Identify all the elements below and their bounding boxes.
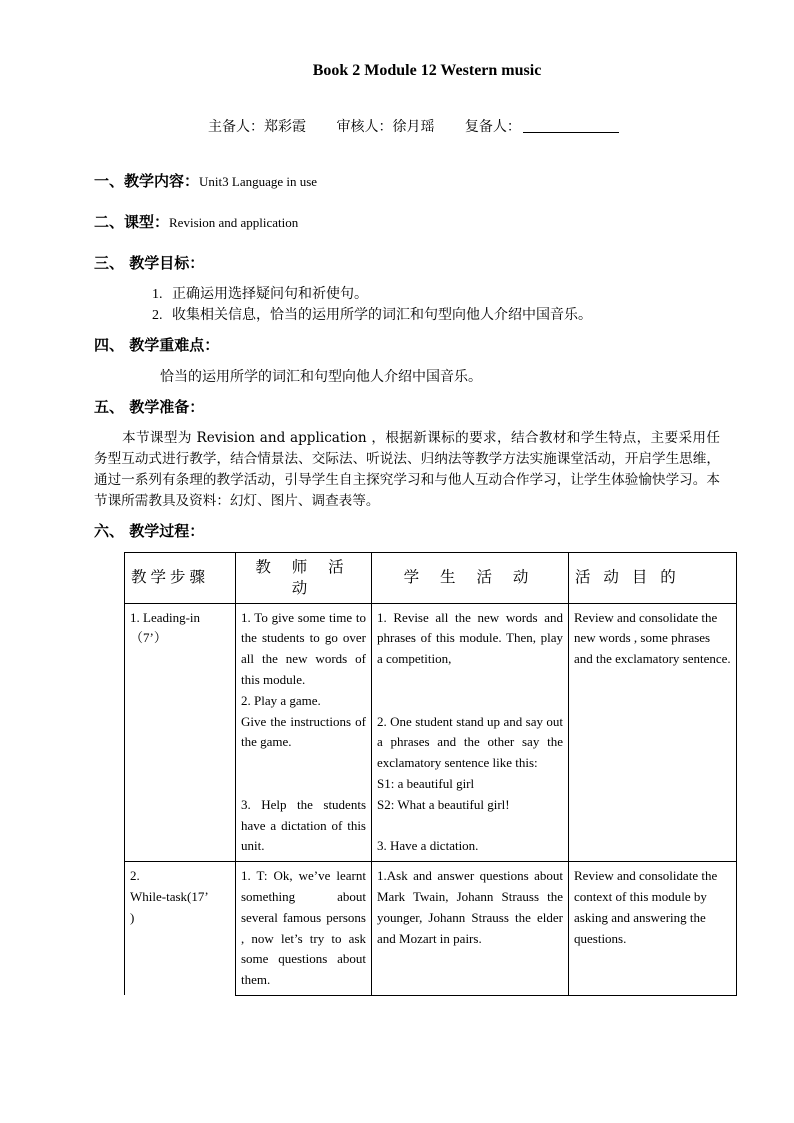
- section-type-value: Revision and application: [169, 215, 299, 230]
- student-activity: S1: a beautiful girl: [377, 775, 475, 791]
- teacher-activity: 3. Help the students have a dictation of this unit.: [241, 796, 366, 854]
- preparation-paragraph: 本节课型为 Revision and application ，根据新课标的要求，结合教材和学生特点，主要采用任务型互动式进行教学，结合情景法、交际法、听说法、归纳法等教学方法实施课堂活动，开启学生思维，通过一系列有条理的教学活动，引导学生自主探究学习和与他人互动合作学习，让学生体验愉快学习。本节课所需教具及资料：幻灯、图片、调查表等。: [94, 430, 720, 509]
- student-activity: 1. Revise all the new words and phrases of this module. Then, play a competition,: [377, 609, 563, 667]
- table-header-row: [125, 553, 737, 604]
- student-cell: [372, 603, 569, 862]
- teacher-activity: 1. T: Ok, we’ve learnt something about several famous persons , now let’s try to ask some questions about them.: [241, 868, 366, 988]
- section-key-label: 四、 教学重难点：: [94, 336, 220, 354]
- section-content: [94, 170, 317, 191]
- section-key-points: [94, 334, 219, 355]
- co-preparer-label: 复备人：: [464, 119, 521, 135]
- header-purpose: 活 动 目 的: [569, 553, 737, 604]
- teacher-cell: [236, 862, 372, 996]
- goal-number: 1.: [152, 287, 163, 302]
- section-prep-label: 五、 教学准备：: [94, 398, 205, 416]
- goal-text: 收集相关信息，恰当的运用所学的词汇和句型向他人介绍中国音乐。: [172, 307, 592, 323]
- table-row: [125, 862, 737, 996]
- goal-item: [152, 304, 592, 324]
- co-preparer-blank: [523, 118, 619, 133]
- section-process: [94, 520, 204, 541]
- section-goals: [94, 252, 204, 273]
- header-step: 教学步骤: [125, 553, 236, 604]
- section-process-label: 六、 教学过程：: [94, 522, 205, 540]
- teacher-activity: 2. Play a game.: [241, 692, 321, 708]
- header-student: 学 生 活 动: [372, 553, 569, 604]
- section-content-label: 一、教学内容：: [94, 172, 200, 190]
- purpose-text: Review and consolidate the context of this module by asking and answering the questions.: [574, 868, 718, 946]
- student-activity: 1.Ask and answer questions about Mark Twain, Johann Strauss the younger, Johann Strauss the elder and Mozart in pairs.: [377, 868, 563, 946]
- teacher-activity: 1. To give some time to the students to go over all the new words of this module.: [241, 609, 366, 687]
- section-type-label: 二、课型：: [94, 213, 170, 231]
- purpose-cell: [569, 862, 737, 996]
- header-teacher: 教 师 活 动: [236, 553, 372, 604]
- main-preparer: 主备人：郑彩霞: [208, 119, 306, 135]
- step-time: （7’）: [130, 630, 167, 646]
- goal-item: [152, 283, 368, 303]
- preparer-line: [208, 116, 645, 136]
- step-title: 2.: [130, 868, 140, 884]
- goal-number: 2.: [152, 308, 163, 323]
- process-table: [124, 552, 737, 996]
- purpose-cell: [569, 603, 737, 862]
- key-points-text: 恰当的运用所学的词汇和句型向他人介绍中国音乐。: [160, 369, 482, 385]
- student-activity: 3. Have a dictation.: [377, 838, 479, 854]
- step-title: While-task(17’: [130, 888, 209, 904]
- teacher-activity: Give the instructions of the game.: [241, 713, 366, 750]
- section-goals-label: 三、 教学目标：: [94, 254, 205, 272]
- goal-text: 正确运用选择疑问句和祈使句。: [172, 286, 368, 302]
- step-cell: [125, 603, 236, 862]
- reviewer: 审核人：徐月瑶: [336, 119, 435, 135]
- step-title: ): [130, 909, 135, 925]
- document-title: Book 2 Module 12 Western music: [312, 62, 542, 79]
- section-content-value: Unit3 Language in use: [199, 174, 318, 189]
- section-preparation: [94, 396, 204, 417]
- student-cell: [372, 862, 569, 996]
- step-cell: [125, 862, 236, 996]
- student-activity: S2: What a beautiful girl!: [377, 796, 510, 812]
- purpose-text: Review and consolidate the new words , some phrases and the exclamatory sentence.: [574, 609, 731, 667]
- teacher-cell: [236, 603, 372, 862]
- student-activity: 2. One student stand up and say out a phrases and the other say the exclamatory sentence like this:: [377, 713, 563, 771]
- table-row: [125, 603, 737, 862]
- section-type: [94, 211, 298, 232]
- step-title: 1. Leading-in: [130, 609, 201, 625]
